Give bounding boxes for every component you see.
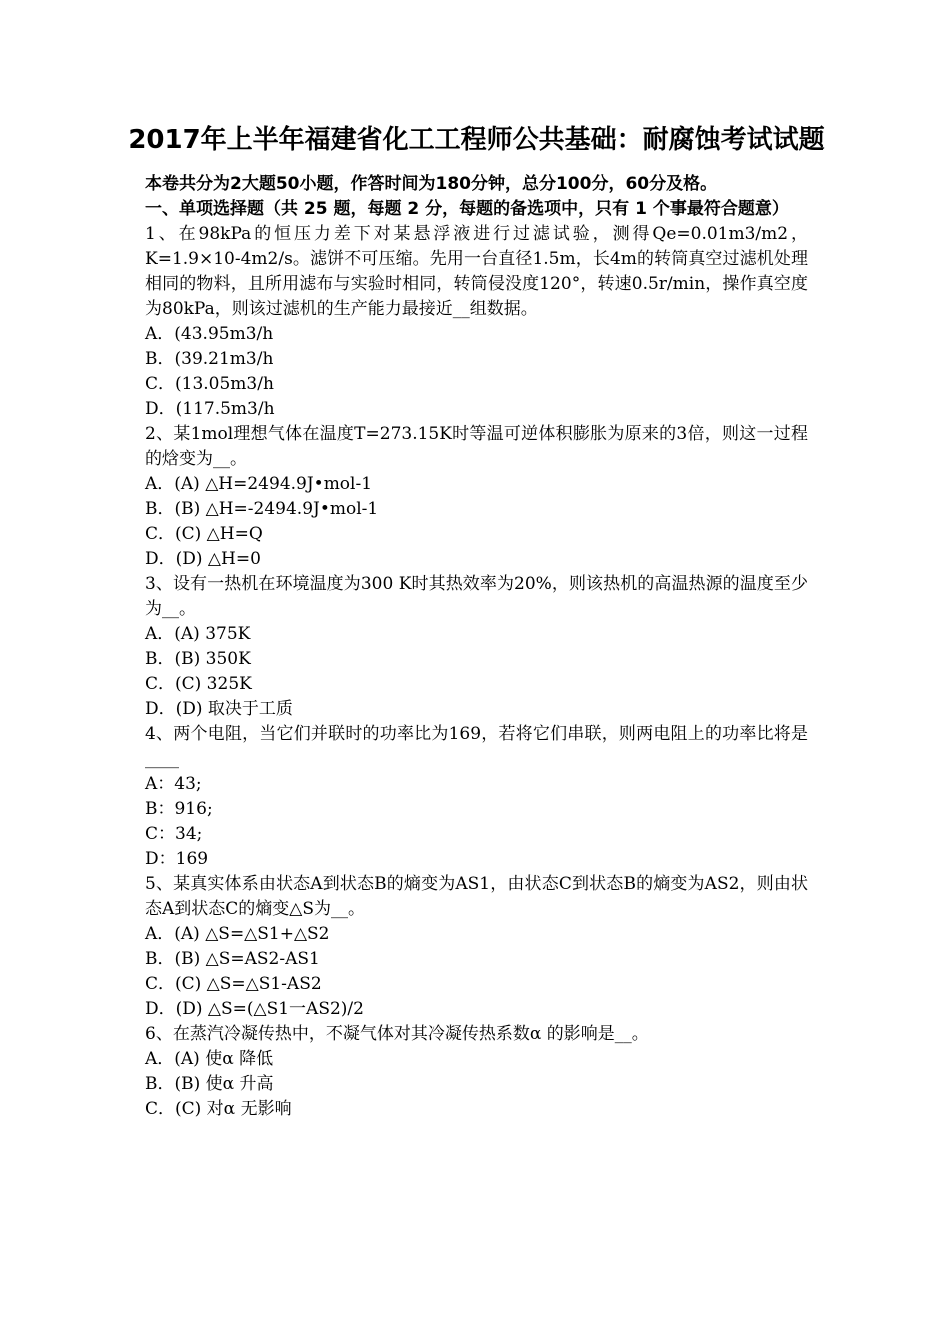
option-b: B．(B) △S=AS2-AS1 [145, 949, 320, 969]
question-2 [145, 422, 808, 572]
question-1 [145, 222, 808, 422]
option-c: C．(C) △S=△S1-AS2 [145, 974, 322, 994]
option-c: C．(13.05m3/h [145, 374, 274, 394]
option-c: C：34; [145, 824, 203, 844]
question-text: 6、在蒸汽冷凝传热中，不凝气体对其冷凝传热系数α 的影响是__。 [145, 1024, 649, 1044]
section-heading: 一、单项选择题（共 25 题，每题 2 分，每题的备选项中，只有 1 个事最符合题意） [145, 199, 789, 219]
option-d: D：169 [145, 849, 209, 869]
option-a: A．(A) 375K [145, 624, 251, 644]
option-c: C．(C) △H=Q [145, 524, 263, 544]
question-3 [145, 572, 808, 722]
option-b: B．(B) 350K [145, 649, 251, 669]
question-text: 1、在98kPa的恒压力差下对某悬浮液进行过滤试验，测得Qe=0.01m3/m2，K=1.9×10-4m2/s。滤饼不可压缩。先用一台直径1.5m，长4m的转筒真空过滤机处理相同的物料，且所用滤布与实验时相同，转筒侵没度120°，转速0.5r/min，操作真空度为80kPa，则该过滤机的生产能力最接近__组数据。 [145, 224, 808, 319]
option-c: C．(C) 325K [145, 674, 252, 694]
question-text: 4、两个电阻，当它们并联时的功率比为169，若将它们串联，则两电阻上的功率比将是____ [145, 724, 808, 769]
option-b: B．(B) △H=-2494.9J•mol-1 [145, 499, 379, 519]
option-d: D．(117.5m3/h [145, 399, 275, 419]
option-a: A．(A) △H=2494.9J•mol-1 [145, 474, 373, 494]
option-b: B．(B) 使α 升高 [145, 1074, 274, 1094]
option-a: A．(A) 使α 降低 [145, 1049, 274, 1069]
option-c: C．(C) 对α 无影响 [145, 1099, 292, 1119]
question-6 [145, 1022, 808, 1122]
exam-intro: 本卷共分为2大题50小题，作答时间为180分钟，总分100分，60分及格。 [145, 174, 718, 194]
question-5 [145, 872, 808, 1022]
option-d: D．(D) △H=0 [145, 549, 261, 569]
option-a: A：43; [145, 774, 202, 794]
option-d: D．(D) 取决于工质 [145, 699, 293, 719]
option-a: A．(A) △S=△S1+△S2 [145, 924, 330, 944]
document-page [128, 116, 825, 1122]
question-text: 3、设有一热机在环境温度为300 K时其热效率为20%，则该热机的高温热源的温度至少为__。 [145, 574, 808, 619]
question-text: 5、某真实体系由状态A到状态B的熵变为AS1，由状态C到状态B的熵变为AS2，则由状态A到状态C的熵变△S为__。 [145, 874, 808, 919]
option-b: B．(39.21m3/h [145, 349, 274, 369]
option-b: B：916; [145, 799, 213, 819]
option-d: D．(D) △S=(△S1一AS2)/2 [145, 999, 364, 1019]
question-text: 2、某1mol理想气体在温度T=273.15K时等温可逆体积膨胀为原来的3倍，则这一过程的焓变为__。 [145, 424, 808, 469]
document-title: 2017年上半年福建省化工工程师公共基础：耐腐蚀考试试题 [128, 125, 825, 155]
option-a: A．(43.95m3/h [145, 324, 274, 344]
question-4 [145, 722, 808, 872]
